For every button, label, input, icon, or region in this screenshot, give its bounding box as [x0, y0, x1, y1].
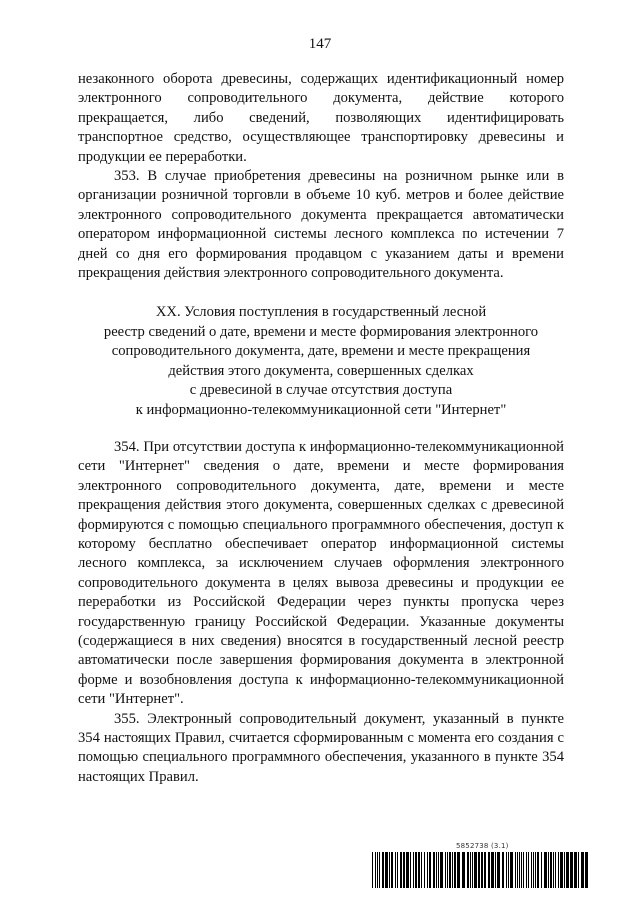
barcode-bar — [574, 852, 577, 888]
barcode-bar — [389, 852, 390, 888]
barcode-bar — [385, 852, 388, 888]
barcode-bar — [519, 852, 520, 888]
page-number: 147 — [308, 36, 332, 52]
barcode-bar — [548, 852, 549, 888]
barcode-bar — [521, 852, 522, 888]
barcode-bar — [566, 852, 569, 888]
paragraph-354: 354. При отсутствии доступа к информационно-телекоммуникационной сети "Интернет" сведения о дате, времени и месте формирования электронного сопроводительного документа, дате, времени и месте прекращения действия этого документа, совершенных сделках с древесиной формируются с помощью специального программного обеспечения, доступ к которому бесплатно обеспечивает оператор информационной системы лесного комплекса, за исключением случаев оформления электронного сопроводительного документа в целях вывоза древесины и продукции ее переработки из Российской Федерации через пункты пропуска через государственную границу Российской Федерации. Указанные документы (содержащиеся в них сведения) вносятся в государственный лесной реестр автоматически после завершения формирования документа в электронной форме и возобновления доступа к информационно-телекоммуникационной сети "Интернет". — [78, 438, 564, 708]
barcode-bar — [497, 852, 500, 888]
barcode-bar — [454, 852, 456, 888]
barcode-bar — [397, 852, 398, 888]
barcode-bar — [382, 852, 384, 888]
paragraph-353: 353. В случае приобретения древесины на розничном рынке или в организации розничной торговли в объеме 10 куб. метров и более действие электронного сопроводительного документа прекращается автоматически оператором информационной системы лесного комплекса по истечении 7 дней со дня его формирования продавцом с указанием даты и времени прекращения действия электронного сопроводительного документа. — [78, 168, 564, 282]
barcode-bar — [484, 852, 486, 888]
barcode-bar — [429, 852, 431, 888]
barcode-bar — [558, 852, 559, 888]
barcode-bar — [585, 852, 588, 888]
barcode-bar — [470, 852, 471, 888]
barcode-bar — [421, 852, 422, 888]
barcode-caption: 5852738 (3.1) — [456, 842, 509, 850]
barcode-bar — [544, 852, 547, 888]
barcode-bar — [533, 852, 534, 888]
barcode-bar — [526, 852, 527, 888]
barcode-bar — [506, 852, 507, 888]
barcode-bar — [578, 852, 579, 888]
barcode-bar — [391, 852, 393, 888]
barcode-bar — [495, 852, 496, 888]
barcode-bar — [528, 852, 529, 888]
barcode-bar — [375, 852, 376, 888]
barcode-bar — [581, 852, 584, 888]
barcode-bar — [440, 852, 443, 888]
barcode-bar — [560, 852, 563, 888]
barcode-bar — [491, 852, 494, 888]
barcode-bar — [457, 852, 460, 888]
barcode-bar — [523, 852, 524, 888]
barcode-bar — [481, 852, 483, 888]
barcode-bar — [403, 852, 405, 888]
barcode-bar — [449, 852, 451, 888]
barcode-bar — [488, 852, 490, 888]
barcode-bar — [478, 852, 480, 888]
barcode-bar — [415, 852, 417, 888]
barcode-image — [372, 852, 590, 888]
barcode-bar — [467, 852, 469, 888]
barcode-bar — [474, 852, 477, 888]
barcode-bar — [377, 852, 378, 888]
barcode-bar — [452, 852, 453, 888]
barcode-bar — [508, 852, 509, 888]
barcode-bar — [535, 852, 536, 888]
barcode-bar — [531, 852, 532, 888]
barcode-bar — [517, 852, 518, 888]
barcode-bar — [502, 852, 504, 888]
barcode-bar — [433, 852, 435, 888]
barcode-bar — [395, 852, 396, 888]
barcode-bar — [447, 852, 448, 888]
barcode-bar — [427, 852, 428, 888]
barcode-bar — [438, 852, 439, 888]
barcode-bar — [379, 852, 380, 888]
barcode-bar — [555, 852, 556, 888]
paragraph-355: 355. Электронный сопроводительный документ, указанный в пункте 354 настоящих Правил, считается сформированным с момента его создания с помощью специального программного обеспечения, указанного в пункте 354 настоящих Правил. — [78, 710, 564, 785]
barcode-bar — [564, 852, 565, 888]
barcode-bar — [515, 852, 516, 888]
barcode-bar — [424, 852, 425, 888]
barcode-bar — [436, 852, 437, 888]
barcode-bar — [413, 852, 414, 888]
barcode-bar — [372, 852, 373, 888]
barcode-bar — [418, 852, 420, 888]
barcode-bar — [400, 852, 402, 888]
barcode-bar — [410, 852, 411, 888]
barcode-bar — [472, 852, 473, 888]
barcode-bar — [445, 852, 446, 888]
barcode-bar — [462, 852, 465, 888]
document-barcode — [372, 842, 590, 888]
paragraph-continuation: незаконного оборота древесины, содержащих идентификационный номер электронного сопроводительного документа, действие которого прекращается, либо сведений, позволяющих идентифицировать транспортное средство, осуществляющее транспортировку древесины и продукции ее переработки. — [78, 71, 564, 165]
barcode-bar — [550, 852, 552, 888]
barcode-bar — [537, 852, 539, 888]
section-heading-xx: XX. Условия поступления в государственный лесной реестр сведений о дате, времени и месте формирования электронного сопроводительного документа, дате, времени и месте прекращения действия этого документа, совершенных сделках с древесиной в случае отсутствия доступа к информационно-телекоммуникационной сети "Интернет" — [103, 304, 539, 418]
barcode-bar — [570, 852, 573, 888]
barcode-bar — [553, 852, 554, 888]
barcode-bar — [541, 852, 542, 888]
barcode-bar — [406, 852, 409, 888]
barcode-bar — [510, 852, 513, 888]
document-body — [78, 70, 564, 787]
